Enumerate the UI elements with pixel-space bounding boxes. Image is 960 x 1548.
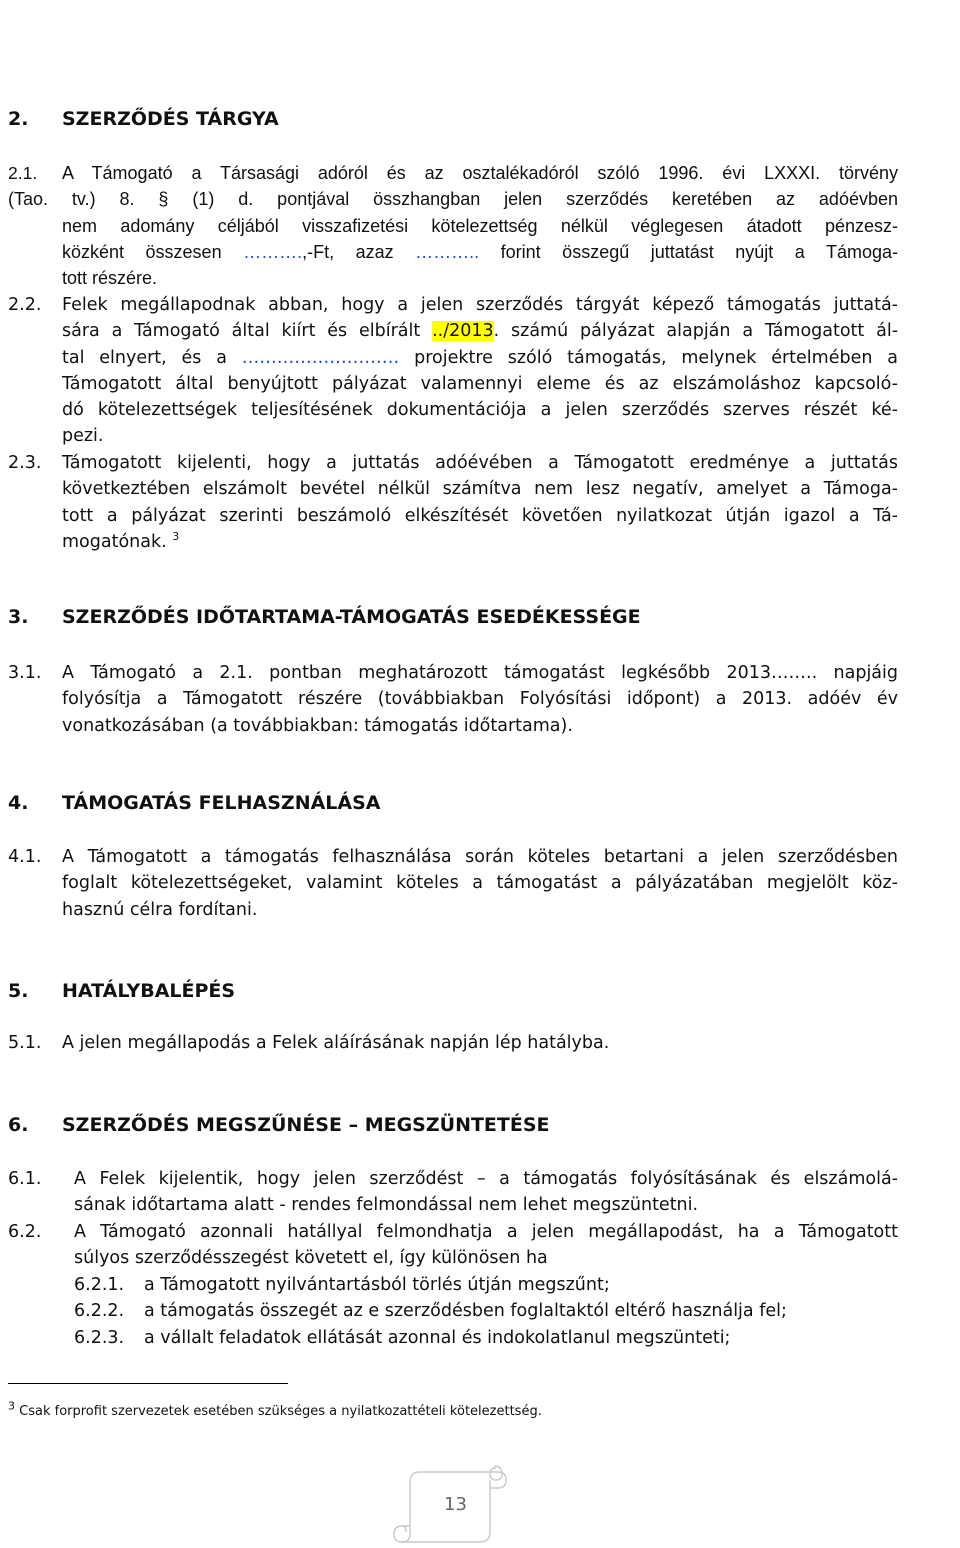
sub-clause-number: 6.2.3. — [74, 1327, 125, 1348]
clause-line: Támogatott kijelenti, hogy a juttatás adóévében a Támogatott eredménye a juttatás — [62, 453, 898, 473]
section-title: SZERZŐDÉS IDŐTARTAMA-TÁMOGATÁS ESEDÉKESSÉGE — [62, 606, 641, 628]
clause-line: A Támogató a 2.1. pontban meghatározott támogatást legkésőbb 2013…….. napjáig — [62, 663, 898, 683]
clause-line: A jelen megállapodás a Felek aláírásának napján lép hatályba. — [62, 1033, 610, 1053]
clause-line: A Támogató azonnali hatállyal felmondhatja a jelen megállapodást, ha a Támogatott — [74, 1222, 898, 1242]
section-number: 3. — [8, 606, 29, 628]
section-5-heading — [8, 980, 235, 1002]
sub-clause-number: 6.2.2. — [74, 1301, 125, 1322]
clause-line: következtében elszámolt bevétel nélkül számítva nem lesz negatív, amelyet a Támoga- — [62, 479, 898, 500]
page-number: 13 — [444, 1494, 467, 1515]
section-title: SZERZŐDÉS TÁRGYA — [62, 108, 279, 130]
list-item — [74, 1298, 898, 1324]
amount-placeholder: ………. — [243, 241, 303, 262]
clause-line: tott részére. — [62, 268, 158, 289]
text: mogatónak. — [62, 531, 167, 552]
clause-number: 6.1. — [8, 1169, 42, 1189]
clause-line: A Támogató a Társasági adóról és az osztalékadóról szóló 1996. évi LXXXI. törvény — [62, 163, 898, 183]
clause-line: vonatkozásában (a továbbiakban: támogatás időtartama). — [62, 715, 573, 736]
section-title: SZERZŐDÉS MEGSZŰNÉSE – MEGSZÜNTETÉSE — [62, 1114, 550, 1136]
clause-line: dó kötelezettségek teljesítésének dokumentációja a jelen szerződés szerves részét ké- — [62, 400, 898, 421]
footnote-reference[interactable]: 3 — [172, 530, 180, 544]
clause-4-1 — [62, 844, 898, 923]
clause-number: 2.1. — [8, 163, 38, 183]
text: projektre szóló támogatás, melynek értelmében a — [399, 347, 898, 368]
footnote — [8, 1399, 542, 1419]
text: tal elnyert, és a — [62, 347, 242, 368]
clause-line: tott a pályázat szerinti beszámoló elkészítését követően nyilatkozat útján igazol a Tá- — [62, 505, 898, 526]
sub-clause-text: a Támogatott nyilvántartásból törlés útján megszűnt; — [144, 1275, 610, 1295]
clause-3-1 — [62, 660, 898, 739]
highlighted-text: ../2013 — [432, 321, 494, 342]
clause-line: (Tao. tv.) 8. § (1) d. pontjával összhangban jelen szerződés keretében az adóévben — [8, 189, 898, 210]
list-item — [74, 1325, 898, 1351]
clause-line: Támogatott által benyújtott pályázat valamennyi eleme és az elszámoláshoz kapcsoló- — [62, 373, 898, 394]
text: . számú pályázat alapján a Támogatott ál- — [493, 321, 899, 342]
clause-line: folyósítja a Támogatott részére (továbbiakban Folyósítási időpont) a 2013. adóév év — [62, 689, 898, 710]
section-4-heading — [8, 792, 381, 814]
clause-line: A Támogatott a támogatás felhasználása során köteles betartani a jelen szerződésben — [62, 847, 898, 867]
sub-clause-list — [74, 1272, 898, 1351]
clause-number: 3.1. — [8, 663, 42, 683]
clause-line: hasznú célra fordítani. — [62, 899, 258, 920]
clause-number: 4.1. — [8, 847, 42, 867]
section-number: 2. — [8, 108, 29, 130]
clause-number: 2.3. — [8, 453, 42, 473]
section-title: HATÁLYBALÉPÉS — [62, 980, 236, 1002]
section-6-heading — [8, 1114, 550, 1136]
clause-2-2 — [62, 292, 898, 450]
text: ,-Ft, azaz — [302, 241, 416, 262]
clause-5-1 — [62, 1030, 898, 1056]
clause-line: Felek megállapodnak abban, hogy a jelen szerződés tárgyát képező támogatás juttatá- — [62, 295, 898, 315]
footnote-text: Csak forprofit szervezetek esetében szükséges a nyilatkozattételi kötelezettség. — [19, 1404, 542, 1419]
section-number: 6. — [8, 1114, 29, 1136]
clause-number: 2.2. — [8, 295, 42, 315]
section-2-heading — [8, 108, 279, 130]
amount-words-placeholder: ……….. — [415, 241, 480, 262]
clause-line: foglalt kötelezettségeket, valamint köteles a támogatást a pályázatában megjelölt köz- — [62, 873, 898, 894]
sub-clause-number: 6.2.1. — [74, 1275, 125, 1295]
clause-6-2 — [74, 1219, 898, 1272]
section-3-heading — [8, 606, 641, 628]
sub-clause-text: a támogatás összegét az e szerződésben foglaltaktól eltérő használja fel; — [144, 1301, 787, 1322]
clause-line: nem adomány céljából visszafizetési kötelezettség nélkül véglegesen átadott pénzesz- — [62, 215, 898, 236]
clause-line: A Felek kijelentik, hogy jelen szerződést – a támogatás folyósításának és elszámolá- — [74, 1169, 898, 1189]
list-item — [74, 1272, 898, 1298]
text: forint összegű juttatást nyújt a Támoga- — [479, 241, 899, 262]
clause-number: 5.1. — [8, 1033, 42, 1053]
section-number: 5. — [8, 980, 29, 1002]
clause-line — [62, 345, 898, 371]
footnote-divider — [8, 1383, 288, 1384]
clause-line — [62, 239, 898, 265]
section-number: 4. — [8, 792, 29, 814]
clause-line: súlyos szerződésszegést követett el, így különösen ha — [74, 1248, 548, 1269]
footnote-number: 3 — [8, 1399, 15, 1413]
text: közként összesen — [62, 241, 244, 262]
clause-number: 6.2. — [8, 1222, 42, 1242]
sub-clause-text: a vállalt feladatok ellátását azonnal és indokolatlanul megszünteti; — [144, 1327, 731, 1348]
text: sára a Támogató által kiírt és elbírált — [62, 321, 433, 342]
project-placeholder: ……………………… — [241, 347, 400, 368]
clause-line: pezi. — [62, 426, 104, 447]
clause-line — [62, 529, 898, 555]
clause-line: sának időtartama alatt - rendes felmondással nem lehet megszüntetni. — [74, 1195, 699, 1216]
clause-line — [62, 318, 898, 344]
clause-2-3 — [62, 450, 898, 555]
clause-6-1 — [74, 1166, 898, 1219]
section-title: TÁMOGATÁS FELHASZNÁLÁSA — [62, 792, 381, 814]
